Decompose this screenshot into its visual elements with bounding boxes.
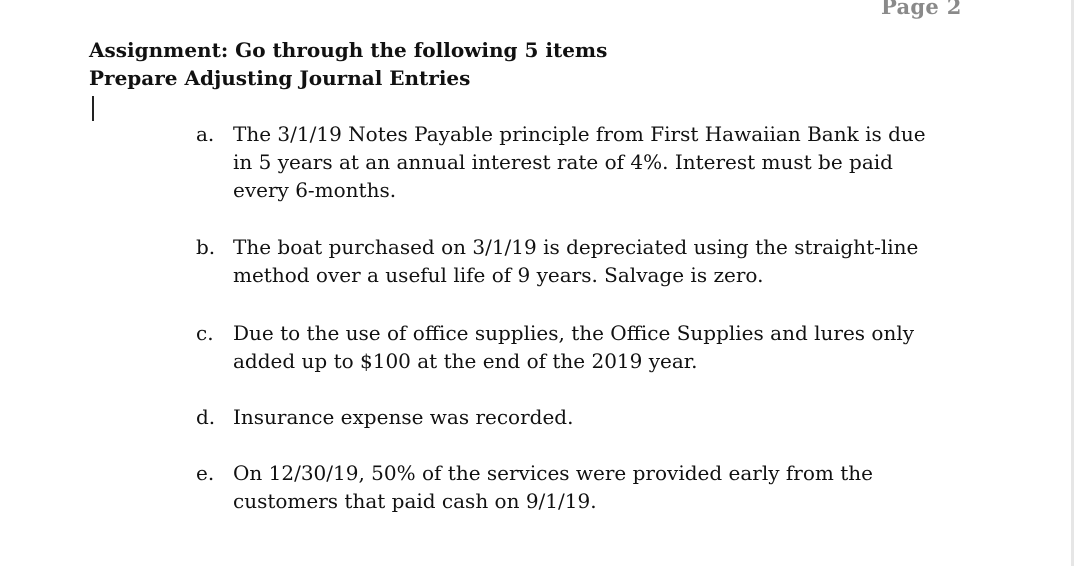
item-marker: b.: [196, 235, 216, 259]
assignment-subtitle: Prepare Adjusting Journal Entries: [89, 66, 471, 90]
item-text: Insurance expense was recorded.: [233, 405, 574, 429]
item-text: The boat purchased on 3/1/19 is depreciated using the straight-line method over a useful life of 9 years. Salvage is zero.: [233, 235, 919, 287]
item-text: The 3/1/19 Notes Payable principle from First Hawaiian Bank is due in 5 years at an annual interest rate of 4%. Interest must be paid every 6-months.: [233, 122, 926, 202]
item-marker: d.: [196, 405, 216, 429]
list-item-b: [196, 233, 956, 289]
assignment-title: Assignment: Go through the following 5 items: [89, 38, 608, 62]
item-marker: c.: [196, 321, 214, 345]
item-marker: a.: [196, 122, 215, 146]
item-text: Due to the use of office supplies, the Office Supplies and lures only added up to $100 at the end of the 2019 year.: [233, 321, 915, 373]
item-marker: e.: [196, 461, 215, 485]
list-item-c: [196, 319, 956, 375]
item-text: On 12/30/19, 50% of the services were provided early from the customers that paid cash on 9/1/19.: [233, 461, 873, 513]
list-item-e: [196, 459, 956, 515]
list-item-a: [196, 120, 956, 204]
list-item-d: [196, 403, 956, 431]
text-cursor[interactable]: [92, 96, 94, 121]
page-number: Page 2: [881, 0, 962, 19]
